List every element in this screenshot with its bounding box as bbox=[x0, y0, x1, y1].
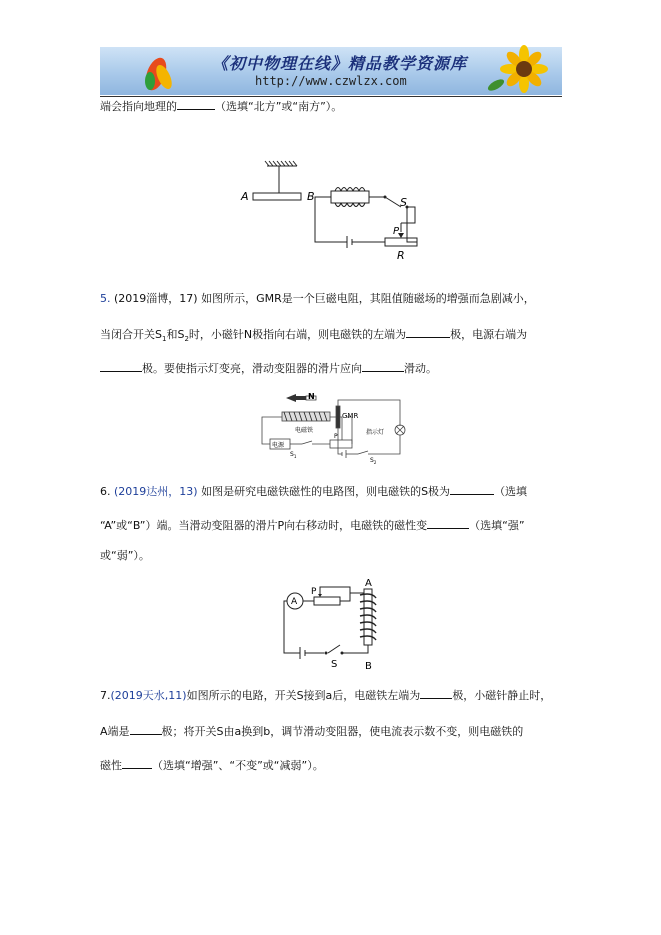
header-divider bbox=[100, 96, 562, 97]
label-p: P bbox=[393, 226, 400, 237]
question-text: 滑动。 bbox=[404, 362, 437, 375]
label-b: B bbox=[365, 661, 372, 672]
question-text: 当闭合开关S bbox=[100, 328, 162, 341]
label-s2: $S_2$ bbox=[370, 457, 377, 465]
label-b: B bbox=[307, 190, 315, 203]
label-p: P bbox=[311, 587, 317, 597]
answer-blank[interactable] bbox=[122, 757, 152, 769]
answer-blank[interactable] bbox=[406, 326, 450, 338]
question-text: （选填“增强”、“不变”或“减弱”）。 bbox=[152, 759, 324, 772]
question-text: 极，电源右端为 bbox=[450, 328, 528, 341]
question-text: 极；将开关S由a换到b，调节滑动变阻器，使电流表示数不变，则电磁铁的 bbox=[161, 725, 524, 738]
question-source: (2019达州，13) bbox=[114, 485, 198, 498]
question-4-tail bbox=[100, 98, 342, 114]
question-text: 极。要使指示灯变亮，滑动变阻器的滑片应向 bbox=[142, 362, 362, 375]
question-text: 和S bbox=[166, 328, 185, 341]
question-6-line-2 bbox=[100, 517, 525, 533]
question-number: 5. bbox=[100, 292, 111, 305]
ammeter-label: A bbox=[291, 597, 298, 607]
answer-blank[interactable] bbox=[427, 517, 469, 529]
answer-blank[interactable] bbox=[130, 723, 162, 735]
question-text: 如图是研究电磁铁磁性的电路图，则电磁铁的S极为 bbox=[201, 485, 451, 498]
figure-gmr-circuit bbox=[250, 390, 415, 465]
question-source: (2019淄博，17) bbox=[114, 292, 198, 305]
label-indicator-lamp: 指示灯 bbox=[366, 429, 385, 436]
figure-electromagnet-circuit bbox=[235, 160, 425, 262]
question-6-line-3 bbox=[100, 549, 150, 563]
question-text: 极，小磁针静止时， bbox=[452, 689, 552, 702]
label-r: R bbox=[397, 249, 405, 262]
question-text: 磁性 bbox=[100, 759, 122, 772]
question-text: “A”或“B”）端。当滑动变阻器的滑片P向右移动时，电磁铁的磁性变 bbox=[100, 519, 428, 532]
question-text: （选填 bbox=[494, 485, 528, 498]
site-logo-icon bbox=[130, 47, 190, 95]
subscript: 1 bbox=[161, 335, 167, 344]
question-7-line-1 bbox=[100, 687, 551, 703]
question-text: （选填“强” bbox=[469, 519, 525, 532]
label-gmr: GMR bbox=[342, 412, 359, 420]
question-text: 如图所示的电路，开关S接到a后，电磁铁左端为 bbox=[186, 689, 421, 702]
answer-blank[interactable] bbox=[420, 687, 452, 699]
question-text: （选填“北方”或“南方”）。 bbox=[215, 100, 343, 113]
label-s: S bbox=[331, 659, 338, 670]
label-p: P bbox=[334, 433, 338, 440]
question-number: 7. bbox=[100, 689, 111, 702]
question-text: A端是 bbox=[100, 725, 130, 738]
question-5-line-2 bbox=[100, 326, 527, 346]
answer-blank[interactable] bbox=[100, 360, 142, 372]
label-power-source: 电源 bbox=[272, 442, 285, 449]
label-electromagnet: 电磁铁 bbox=[295, 427, 314, 434]
answer-blank[interactable] bbox=[362, 360, 404, 372]
header-banner bbox=[100, 47, 562, 95]
sunflower-icon bbox=[482, 47, 562, 95]
question-7-line-2 bbox=[100, 723, 523, 739]
label-n: N bbox=[308, 392, 315, 401]
answer-blank[interactable] bbox=[177, 98, 215, 110]
question-number: 6. bbox=[100, 485, 111, 498]
site-title: 《初中物理在线》精品教学资源库 bbox=[212, 54, 468, 73]
label-a: A bbox=[365, 578, 372, 589]
question-source: (2019天水,11) bbox=[110, 689, 187, 702]
question-text: 如图所示，GMR是一个巨磁电阻，其阻值随磁场的增强而急剧减小， bbox=[201, 292, 535, 305]
question-text: 时，小磁针N极指向右端，则电磁铁的左端为 bbox=[188, 328, 407, 341]
subscript: 2 bbox=[184, 335, 189, 344]
label-a: A bbox=[241, 190, 249, 203]
site-url[interactable]: http://www.czwlzx.com bbox=[255, 74, 407, 88]
question-6-line-1 bbox=[100, 483, 527, 499]
figure-electromagnet-ab-circuit bbox=[280, 575, 390, 673]
question-7-line-3 bbox=[100, 757, 324, 773]
question-5-line-3 bbox=[100, 360, 437, 376]
label-s1: $S_1$ bbox=[290, 451, 297, 459]
question-text: 或“弱”）。 bbox=[100, 549, 150, 562]
question-text: 端会指向地理的 bbox=[100, 100, 177, 113]
label-s: S bbox=[400, 196, 407, 209]
question-5-line-1 bbox=[100, 292, 535, 306]
answer-blank[interactable] bbox=[450, 483, 494, 495]
